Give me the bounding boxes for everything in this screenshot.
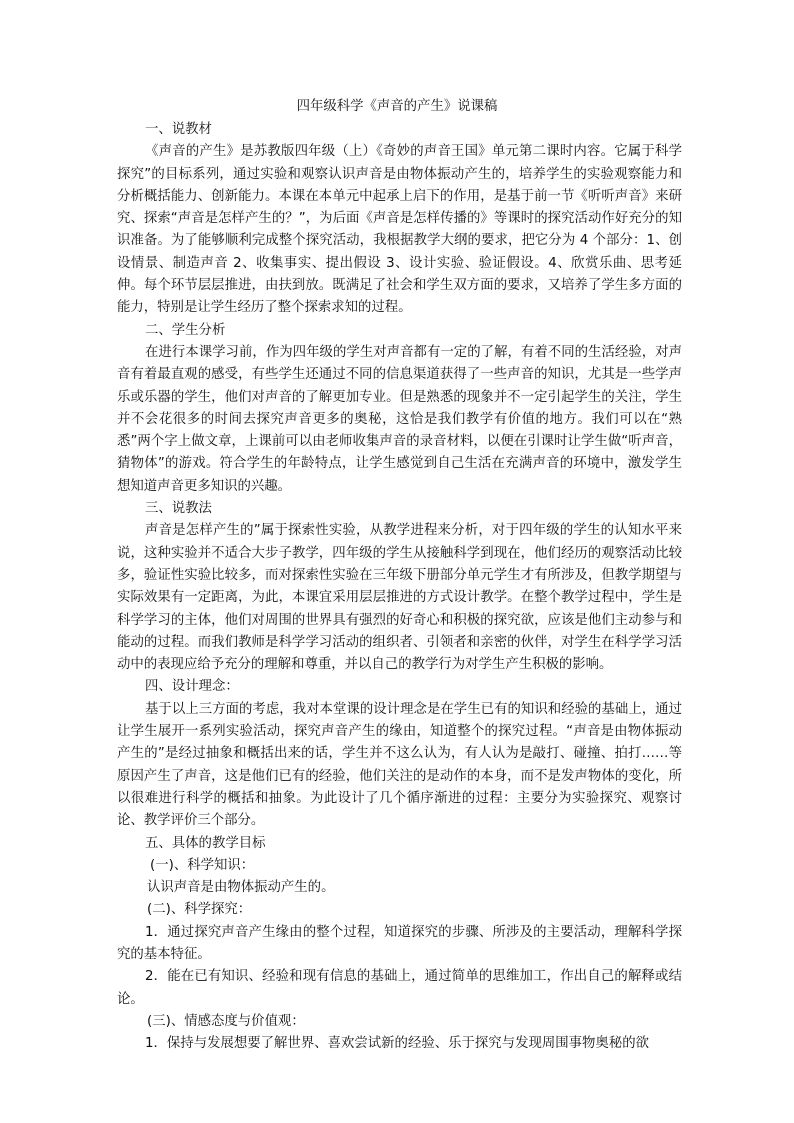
section-heading: 二、学生分析	[145, 322, 226, 338]
sub-heading: (二)、科学探究：	[147, 902, 252, 918]
paragraph: 基于以上三方面的考虑，我对本堂课的设计理念是在学生已有的知识和经验的基础上，通过让学生展开一系列实验活动，探究声音产生的缘由，知道整个的探究过程。“声音是由物体振动产生的”是经过抽象和概括出来的话，学生并不这么认为，有人认为是敲打、碰撞、拍打……等原因产生了声音，这是他们已有的经验，他们关注的是动作的本身，而不是发声物体的变化，所以很难进行科学的概括和抽象。为此设计了几个循序渐进的过程：主要分为实验探究、观察讨论、教学评价三个部分。	[117, 701, 682, 829]
paragraph: 1．通过探究声音产生缘由的整个过程，知道探究的步骤、所涉及的主要活动，理解科学探究的基本特征。	[117, 924, 682, 962]
section-heading: 三、说教法	[145, 501, 212, 517]
sub-heading: (三)、情感态度与价值观：	[147, 1013, 305, 1029]
paragraph: 1．保持与发展想要了解世界、喜欢尝试新的经验、乐于探究与发现周围事物奥秘的欲	[145, 1036, 649, 1052]
paragraph: 声音是怎样产生的”属于探索性实验，从教学进程来分析，对于四年级的学生的认知水平来说，这种实验并不适合大步子教学，四年级的学生从接触科学到现在，他们经历的观察活动比较多，验证性实验比较多，而对探索性实验在三年级下册部分单元学生才有所涉及，但教学期望与实际效果有一定距离，为此，本课宜采用层层推进的方式设计教学。在整个教学过程中，学生是科学学习的主体，他们对周围的世界具有强烈的好奇心和积极的探究欲，应该是他们主动参与和能动的过程。而我们教师是科学学习活动的组织者、引领者和亲密的伙伴，对学生在科学学习活动中的表现应给予充分的理解和尊重，并以自己的教学行为对学生产生积极的影响。	[117, 523, 682, 673]
paragraph: 在进行本课学习前，作为四年级的学生对声音都有一定的了解，有着不同的生活经验，对声音有着最直观的感受，有些学生还通过不同的信息渠道获得了一些声音的知识，尤其是一些学声乐或乐器的学生，他们对声音的了解更加专业。但是熟悉的现象并不一定引起学生的关注，学生并不会花很多的时间去探究声音更多的奥秘，这恰是我们教学有价值的地方。我们可以在“熟悉”两个字上做文章，上课前可以由老师收集声音的录音材料，以便在引课时让学生做“听声音，猜物体”的游戏。符合学生的年龄特点，让学生感觉到自己生活在充满声音的环境中，激发学生想知道声音更多知识的兴趣。	[117, 344, 682, 494]
sub-heading: 认识声音是由物体振动产生的。	[147, 880, 335, 896]
section-heading: 四、设计理念：	[145, 679, 239, 695]
sub-heading: (一)、科学知识：	[150, 857, 255, 873]
document-body	[117, 119, 682, 1055]
document-title: 四年级科学《声音的产生》说课稿	[296, 99, 498, 114]
section-heading: 一、说教材	[145, 122, 212, 137]
section-heading: 五、具体的教学目标	[145, 835, 266, 851]
paragraph: 《声音的产生》是苏教版四年级（上）《奇妙的声音王国》单元第二课时内容。它属于科学探究”的目标系列，通过实验和观察认识声音是由物体振动产生的，培养学生的实验观察能力和分析概括能力、创新能力。本课在本单元中起承上启下的作用，是基于前一节《听听声音》来研究、探索“声音是怎样产生的？”，为后面《声音是怎样传播的》等课时的探究活动作好充分的知识准备。为了能够顺利完成整个探究活动，我根据教学大纲的要求，把它分为 4 个部分：1、创设情景、制造声音 2、收集事实、提出假设 3、设计实验、验证假设。4、欣赏乐曲、思考延伸。每个环节层层推进，由扶到放。既满足了社会和学生双方面的要求，又培养了学生多方面的能力，特别是让学生经历了整个探索求知的过程。	[117, 144, 682, 316]
paragraph: 2．能在已有知识、经验和现有信息的基础上，通过简单的思维加工，作出自己的解释或结论。	[117, 969, 682, 1007]
